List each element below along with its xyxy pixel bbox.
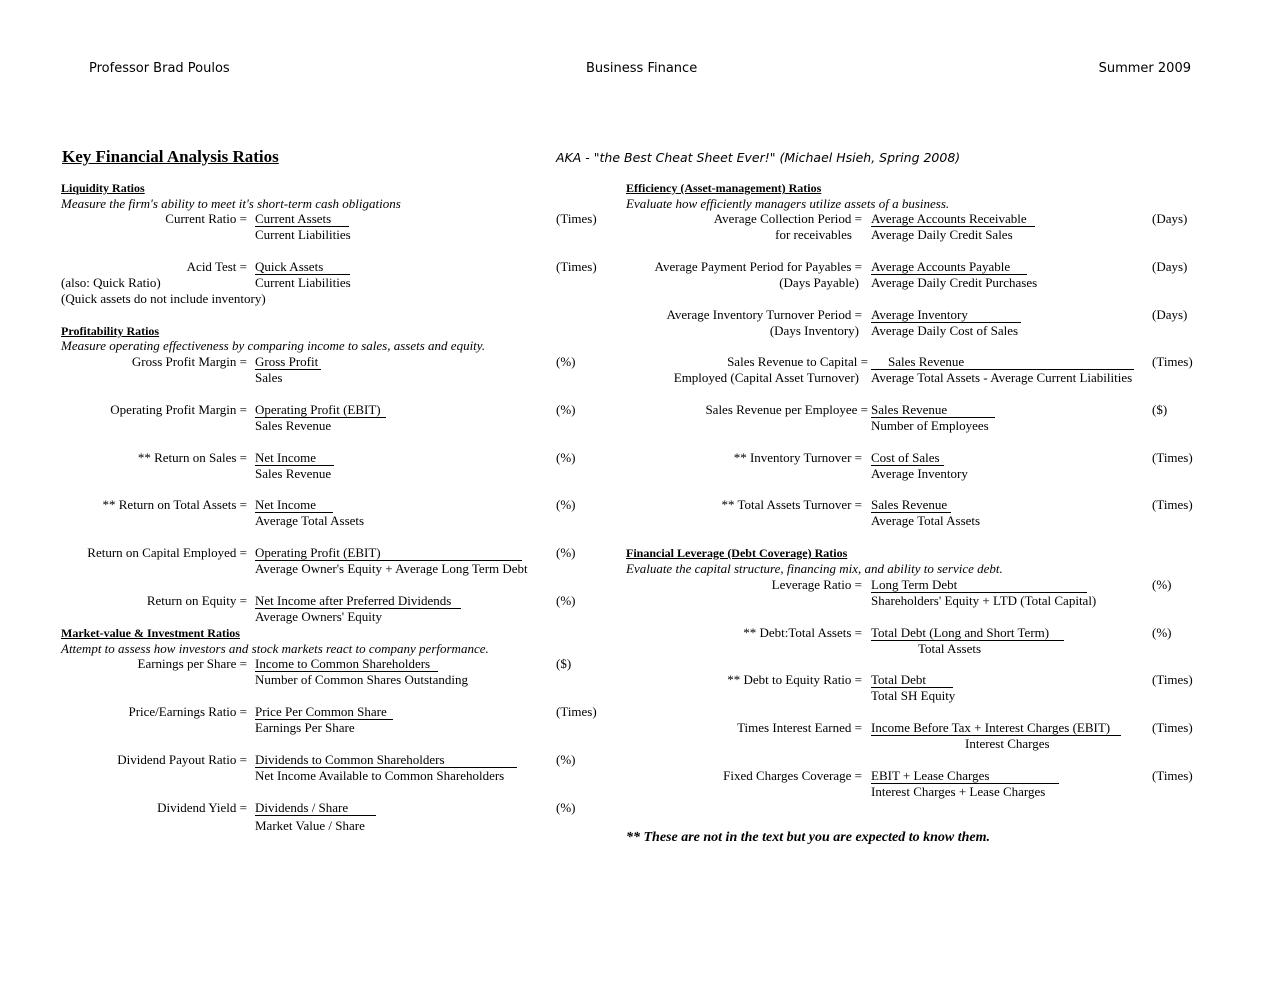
current-ratio-unit: (Times) <box>556 211 597 226</box>
total-assets-turnover-numerator: Sales Revenue <box>871 497 951 513</box>
gross-profit-margin-numerator: Gross Profit <box>255 354 321 370</box>
return-on-sales-numerator: Net Income <box>255 450 334 466</box>
sales-per-employee-label: Sales Revenue per Employee = <box>705 402 868 417</box>
debt-total-assets-numerator: Total Debt (Long and Short Term) <box>871 625 1064 641</box>
eps-numerator: Income to Common Shareholders <box>255 656 438 672</box>
yield-denominator: Market Value / Share <box>255 818 365 833</box>
return-on-equity-unit: (%) <box>556 593 576 608</box>
collection-denominator: Average Daily Credit Sales <box>871 227 1013 242</box>
return-on-total-assets-denominator: Average Total Assets <box>255 513 365 528</box>
header-center: Business Finance <box>586 61 698 76</box>
sales-to-capital-label2: Employed (Capital Asset Turnover) <box>673 370 859 385</box>
sales-per-employee-unit: ($) <box>1152 402 1168 417</box>
return-on-equity-denominator: Average Owners' Equity <box>255 609 383 624</box>
return-on-sales-label: ** Return on Sales = <box>137 450 247 465</box>
quick-ratio-note: (also: Quick Ratio) <box>61 275 161 290</box>
current-ratio-label: Current Ratio = <box>165 211 247 226</box>
return-on-capital-employed-label: Return on Capital Employed = <box>87 545 247 560</box>
return-on-total-assets-unit: (%) <box>556 497 576 512</box>
market-description: Attempt to assess how investors and stock markets react to company performance. <box>61 641 489 656</box>
leverage-description: Evaluate the capital structure, financing mix, and ability to service debt. <box>626 561 1003 576</box>
profitability-heading: Profitability Ratios <box>61 324 160 338</box>
debt-to-equity-label: ** Debt to Equity Ratio = <box>727 672 862 687</box>
operating-profit-margin-unit: (%) <box>556 402 576 417</box>
payment-unit: (Days) <box>1152 259 1188 274</box>
return-on-total-assets-numerator: Net Income <box>255 497 333 513</box>
payout-denominator: Net Income Available to Common Shareholders <box>255 768 505 783</box>
return-on-equity-numerator: Net Income after Preferred Dividends <box>255 593 461 609</box>
collection-label: Average Collection Period = <box>713 211 862 226</box>
profitability-description: Measure operating effectiveness by comparing income to sales, assets and equity. <box>61 338 486 353</box>
inventory-turnover-label: ** Inventory Turnover = <box>733 450 862 465</box>
leverage-ratio-unit: (%) <box>1152 577 1172 592</box>
leverage-ratio-denominator: Shareholders' Equity + LTD (Total Capital) <box>871 593 1097 608</box>
debt-total-assets-label: ** Debt:Total Assets = <box>743 625 862 640</box>
return-on-equity-label: Return on Equity = <box>146 593 247 608</box>
pe-denominator: Earnings Per Share <box>255 720 355 735</box>
debt-to-equity-denominator: Total SH Equity <box>871 688 956 703</box>
pe-numerator: Price Per Common Share <box>255 704 393 720</box>
current-ratio-denominator: Current Liabilities <box>255 227 351 242</box>
pe-unit: (Times) <box>556 704 597 719</box>
header-left: Professor Brad Poulos <box>89 61 230 76</box>
times-interest-label: Times Interest Earned = <box>737 720 862 735</box>
leverage-ratio-numerator: Long Term Debt <box>871 577 1087 593</box>
yield-numerator: Dividends / Share <box>255 800 376 816</box>
payout-unit: (%) <box>556 752 576 767</box>
inventory-period-denominator: Average Daily Cost of Sales <box>871 323 1019 338</box>
gross-profit-margin-label: Gross Profit Margin = <box>131 354 247 369</box>
operating-profit-margin-numerator: Operating Profit (EBIT) <box>255 402 386 418</box>
return-on-capital-employed-denominator: Average Owner's Equity + Average Long Term Debt <box>255 561 528 576</box>
inventory-period-label: Average Inventory Turnover Period = <box>666 307 862 322</box>
sales-to-capital-numerator: Sales Revenue <box>871 354 1134 370</box>
inventory-turnover-denominator: Average Inventory <box>871 466 968 481</box>
debt-total-assets-unit: (%) <box>1152 625 1172 640</box>
current-ratio-numerator: Current Assets <box>255 211 349 227</box>
operating-profit-margin-label: Operating Profit Margin = <box>110 402 247 417</box>
sales-per-employee-denominator: Number of Employees <box>871 418 989 433</box>
payment-denominator: Average Daily Credit Purchases <box>871 275 1038 290</box>
eps-denominator: Number of Common Shares Outstanding <box>255 672 469 687</box>
operating-profit-margin-denominator: Sales Revenue <box>255 418 332 433</box>
payment-numerator: Average Accounts Payable <box>871 259 1027 275</box>
eps-label: Earnings per Share = <box>137 656 247 671</box>
leverage-heading: Financial Leverage (Debt Coverage) Ratios <box>626 546 848 560</box>
sales-to-capital-unit: (Times) <box>1152 354 1193 369</box>
return-on-capital-employed-unit: (%) <box>556 545 576 560</box>
sales-to-capital-label: Sales Revenue to Capital = <box>727 354 868 369</box>
acid-test-unit: (Times) <box>556 259 597 274</box>
page-title: Key Financial Analysis Ratios <box>62 147 279 166</box>
payout-label: Dividend Payout Ratio = <box>117 752 247 767</box>
return-on-sales-denominator: Sales Revenue <box>255 466 332 481</box>
times-interest-numerator: Income Before Tax + Interest Charges (EBIT) <box>871 720 1121 736</box>
inventory-turnover-numerator: Cost of Sales <box>871 450 944 466</box>
payout-numerator: Dividends to Common Shareholders <box>255 752 517 768</box>
efficiency-heading: Efficiency (Asset-management) Ratios <box>626 181 822 195</box>
collection-numerator: Average Accounts Receivable <box>871 211 1035 227</box>
acid-test-label: Acid Test = <box>186 259 247 274</box>
total-assets-turnover-unit: (Times) <box>1152 497 1193 512</box>
inventory-period-unit: (Days) <box>1152 307 1188 322</box>
aka-subtitle: AKA - "the Best Cheat Sheet Ever!" (Michael Hsieh, Spring 2008) <box>556 150 961 165</box>
footnote: ** These are not in the text but you are expected to know them. <box>626 830 990 845</box>
yield-label: Dividend Yield = <box>157 800 247 815</box>
fixed-charges-unit: (Times) <box>1152 768 1193 783</box>
gross-profit-margin-denominator: Sales <box>255 370 283 385</box>
total-assets-turnover-denominator: Average Total Assets <box>871 513 981 528</box>
fixed-charges-denominator: Interest Charges + Lease Charges <box>871 784 1046 799</box>
header-right: Summer 2009 <box>1098 61 1191 76</box>
acid-test-denominator: Current Liabilities <box>255 275 351 290</box>
inventory-period-numerator: Average Inventory <box>871 307 1021 323</box>
efficiency-description: Evaluate how efficiently managers utilize assets of a business. <box>626 196 950 211</box>
debt-to-equity-unit: (Times) <box>1152 672 1193 687</box>
yield-unit: (%) <box>556 800 576 815</box>
collection-label2: for receivables <box>775 227 852 242</box>
gross-profit-margin-unit: (%) <box>556 354 576 369</box>
pe-label: Price/Earnings Ratio = <box>128 704 247 719</box>
fixed-charges-numerator: EBIT + Lease Charges <box>871 768 1059 784</box>
sales-per-employee-numerator: Sales Revenue <box>871 402 995 418</box>
collection-unit: (Days) <box>1152 211 1188 226</box>
acid-test-numerator: Quick Assets <box>255 259 350 275</box>
liquidity-heading: Liquidity Ratios <box>61 181 145 195</box>
times-interest-unit: (Times) <box>1152 720 1193 735</box>
leverage-ratio-label: Leverage Ratio = <box>771 577 862 592</box>
quick-assets-note: (Quick assets do not include inventory) <box>61 291 266 306</box>
liquidity-description: Measure the firm's ability to meet it's short-term cash obligations <box>61 196 401 211</box>
return-on-total-assets-label: ** Return on Total Assets = <box>102 497 247 512</box>
payment-label: Average Payment Period for Payables = <box>654 259 862 274</box>
fixed-charges-label: Fixed Charges Coverage = <box>723 768 862 783</box>
return-on-sales-unit: (%) <box>556 450 576 465</box>
inventory-period-label2: (Days Inventory) <box>769 323 859 338</box>
debt-to-equity-numerator: Total Debt <box>871 672 953 688</box>
market-heading: Market-value & Investment Ratios <box>61 626 240 640</box>
payment-label2: (Days Payable) <box>779 275 859 290</box>
times-interest-denominator: Interest Charges <box>965 736 1050 751</box>
return-on-capital-employed-numerator: Operating Profit (EBIT) <box>255 545 522 561</box>
sales-to-capital-denominator: Average Total Assets - Average Current Liabilities <box>871 370 1133 385</box>
inventory-turnover-unit: (Times) <box>1152 450 1193 465</box>
eps-unit: ($) <box>556 656 572 671</box>
total-assets-turnover-label: ** Total Assets Turnover = <box>721 497 862 512</box>
debt-total-assets-denominator: Total Assets <box>918 641 982 656</box>
